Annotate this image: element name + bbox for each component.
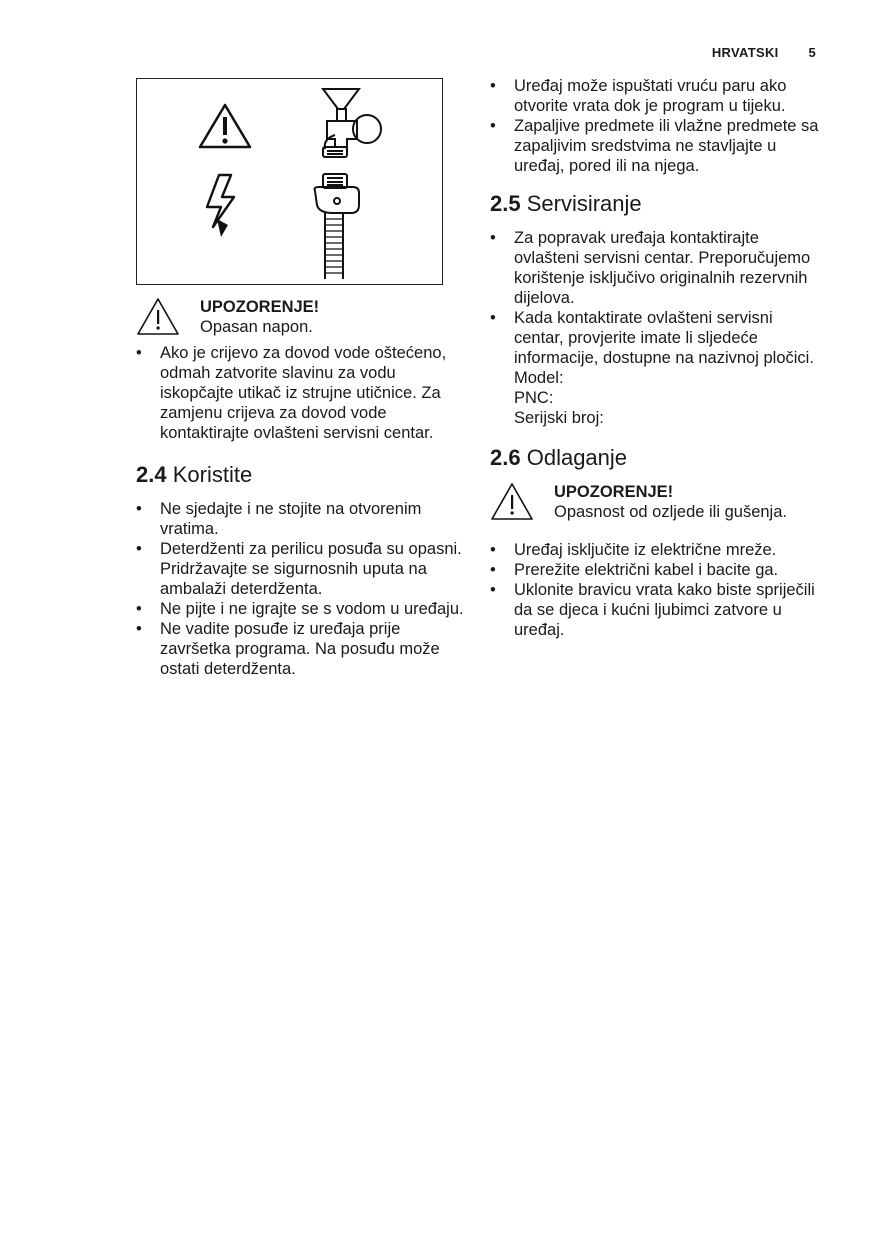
warning-title: UPOZORENJE! (554, 483, 674, 501)
warning-text: Opasan napon. (200, 318, 313, 336)
left-column (136, 76, 466, 679)
hose-damage-list (136, 343, 466, 443)
page-number: 5 (808, 45, 816, 60)
warning-title: UPOZORENJE! (200, 298, 320, 316)
warning-text: Opasnost od ozljede ili gušenja. (554, 503, 787, 521)
section-title: Koristite (172, 462, 253, 487)
list-item: • Za popravak uređaja kontaktirajte ovlašteni servisni centar. Preporučujemo korištenje isključivo originalnih rezervnih dijelova. (490, 228, 825, 308)
warning-triangle-icon (200, 105, 250, 147)
section-title: Odlaganje (526, 445, 628, 470)
usage-list (136, 499, 466, 679)
section-number: 2.5 (490, 191, 521, 216)
model-label: Model: (514, 369, 564, 387)
list-item: • Uređaj može ispuštati vruću paru ako otvorite vrata dok je program u tijeku. (490, 76, 825, 116)
hazard-figure (136, 78, 443, 285)
service-info-text: • Kada kontaktirate ovlašteni servisni centar, provjerite imate li sljedeće informacije, dostupne na nazivnoj pločici. (514, 309, 814, 367)
section-2-6-heading (490, 444, 825, 472)
disposal-list (490, 540, 825, 640)
list-item: • Ne sjedajte i ne stojite na otvorenim vratima. (136, 499, 466, 539)
section-2-4-heading (136, 461, 466, 489)
list-item: • Uređaj isključite iz električne mreže. (490, 540, 825, 560)
lightning-bolt-icon (207, 175, 234, 237)
header-language: HRVATSKI (711, 45, 779, 60)
section-2-5-heading (490, 190, 825, 218)
list-item: • Ne vadite posuđe iz uređaja prije završetka programa. Na posuđu može ostati deterdženta. (136, 619, 466, 679)
list-item: • Uklonite bravicu vrata kako biste spriječili da se djeca i kućni ljubimci zatvore u uređaj. (490, 580, 825, 640)
list-item: • Prerežite električni kabel i bacite ga. (490, 560, 825, 580)
right-column (490, 76, 825, 640)
section-number: 2.6 (490, 445, 521, 470)
page-header (712, 45, 816, 60)
list-item: • Ne pijte i ne igrajte se s vodom u uređaju. (136, 599, 466, 619)
list-item: • Ako je crijevo za dovod vode oštećeno, odmah zatvorite slavinu za vodu iskopčajte utikač iz strujne utičnice. Za zamjenu crijeva za dovod vode kontaktirajte ovlašteni servisni centar. (136, 343, 466, 443)
warning-triangle-icon (490, 482, 534, 522)
usage-list-continued (490, 76, 825, 176)
injury-warning (490, 482, 825, 522)
voltage-warning (136, 297, 466, 337)
pnc-label: PNC: (514, 389, 554, 407)
list-item: • Deterdženti za perilicu posuđa su opasni. Pridržavajte se sigurnosnih uputa na ambalaži deterdženta. (136, 539, 466, 599)
list-item (490, 308, 825, 428)
list-item: • Zapaljive predmete ili vlažne predmete sa zapaljivim sredstvima ne stavljajte u uređaj, pored ili na njega. (490, 116, 825, 176)
serial-number-label: Serijski broj: (514, 409, 604, 427)
service-list (490, 228, 825, 428)
section-title: Servisiranje (526, 191, 642, 216)
warning-triangle-icon (136, 297, 180, 337)
water-tap-icon (323, 89, 381, 157)
hazard-illustration (137, 79, 442, 284)
water-hose-icon (315, 174, 360, 279)
section-number: 2.4 (136, 462, 167, 487)
